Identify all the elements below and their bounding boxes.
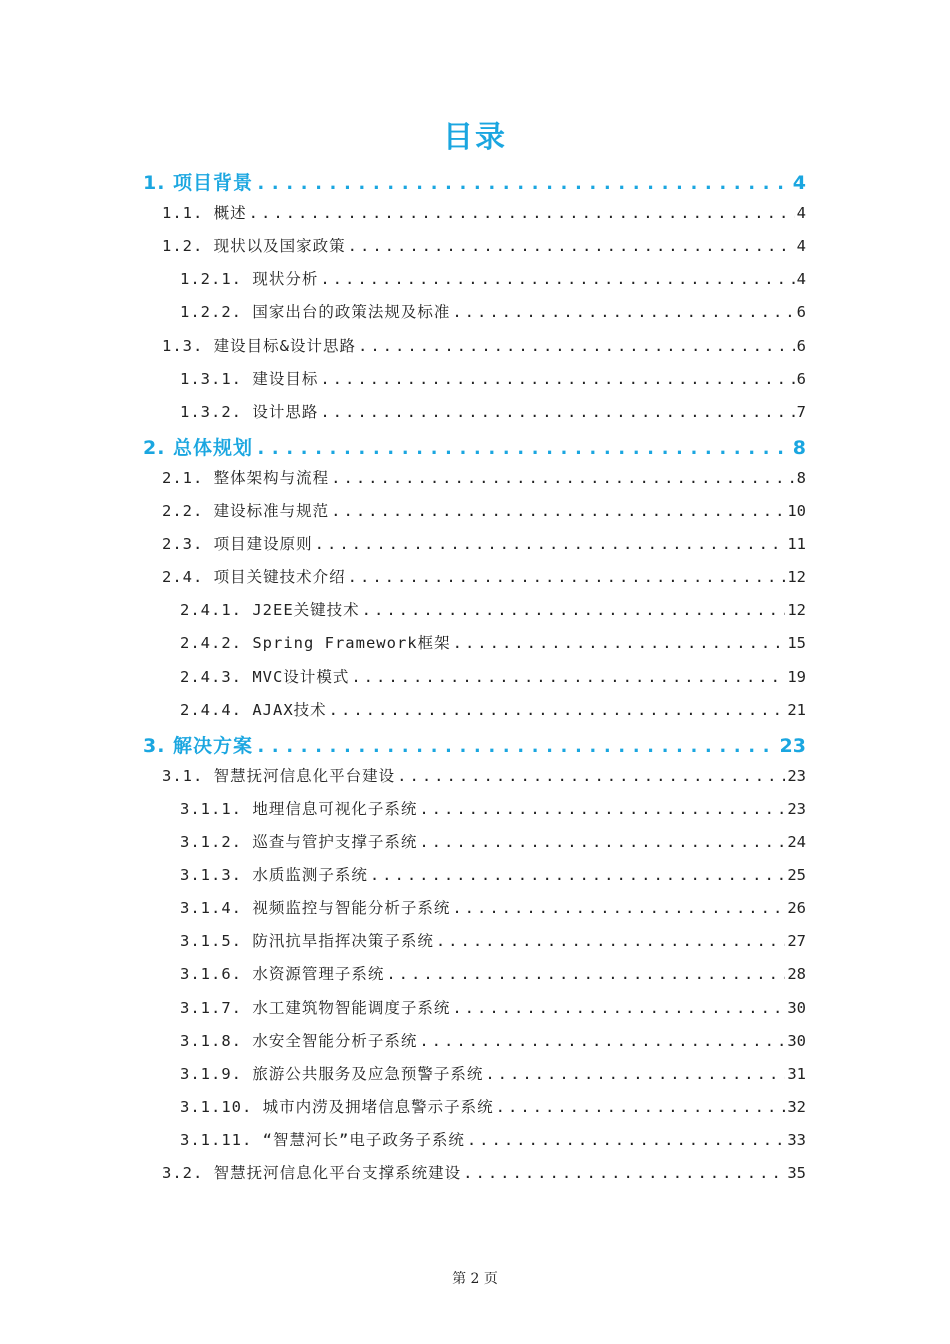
toc-entry-label: 1.2.1. 现状分析 (180, 270, 319, 289)
toc-entry-level-1[interactable] (143, 168, 806, 195)
toc-entry-page-number: 12 (787, 601, 806, 620)
toc-entry-label: 3.1.6. 水资源管理子系统 (180, 965, 385, 984)
toc-entry-level-3[interactable] (180, 863, 806, 885)
toc-entry-label: 1.3.1. 建设目标 (180, 369, 319, 388)
toc-entry-label: 3.1.11. “智慧河长”电子政务子系统 (180, 1130, 465, 1149)
toc-dot-leader (329, 701, 786, 719)
toc-dot-leader (358, 337, 795, 355)
toc-entry-level-3[interactable] (180, 1128, 806, 1150)
toc-dot-leader (386, 965, 785, 983)
page-footer: 第 2 页 (452, 1271, 498, 1287)
toc-entry-page-number: 15 (787, 634, 806, 653)
toc-entry-level-2[interactable] (162, 1161, 806, 1183)
toc-entry-level-2[interactable] (162, 234, 806, 256)
toc-entry-level-3[interactable] (180, 929, 806, 951)
toc-entry-level-2[interactable] (162, 565, 806, 587)
toc-entry-label: 2.4. 项目关键技术介绍 (162, 568, 346, 587)
toc-dot-leader (348, 237, 795, 255)
toc-entry-page-number: 19 (787, 667, 806, 686)
toc-dot-leader (351, 668, 785, 686)
toc-dot-leader (453, 634, 786, 652)
toc-entry-label: 3.1.7. 水工建筑物智能调度子系统 (180, 998, 451, 1017)
toc-entry-label: 3.1.1. 地理信息可视化子系统 (180, 799, 418, 818)
toc-entry-level-3[interactable] (180, 698, 806, 720)
toc-entry-page-number: 8 (792, 436, 806, 459)
toc-entry-level-1[interactable] (143, 433, 806, 460)
toc-entry-label: 2.1. 整体架构与流程 (162, 468, 330, 487)
toc-dot-leader (249, 204, 795, 222)
toc-entry-label: 3. 解决方案 (143, 734, 254, 757)
toc-entry-label: 1.3. 建设目标&设计思路 (162, 336, 356, 355)
toc-entry-page-number: 32 (787, 1097, 806, 1116)
toc-entry-page-number: 4 (796, 237, 806, 256)
toc-entry-page-number: 35 (787, 1164, 806, 1182)
toc-entry-label: 3.1.8. 水安全智能分析子系统 (180, 1031, 418, 1050)
toc-dot-leader (419, 1032, 785, 1050)
toc-dot-leader (436, 932, 786, 950)
toc-entry-label: 3.1.10. 城市内涝及拥堵信息警示子系统 (180, 1097, 494, 1116)
toc-entry-page-number: 28 (787, 965, 806, 984)
toc-entry-page-number: 7 (796, 402, 806, 421)
toc-entry-level-2[interactable] (162, 201, 806, 223)
toc-entry-page-number: 31 (787, 1064, 806, 1083)
toc-entry-label: 2. 总体规划 (143, 436, 254, 459)
toc-entry-label: 2.3. 项目建设原则 (162, 535, 313, 554)
toc-entry-level-3[interactable] (180, 665, 806, 687)
toc-dot-leader (348, 568, 786, 586)
toc-entry-page-number: 8 (796, 468, 806, 487)
toc-entry-label: 3.1. 智慧抚河信息化平台建设 (162, 766, 396, 785)
toc-entry-level-3[interactable] (180, 962, 806, 984)
toc-entry-level-3[interactable] (180, 598, 806, 620)
toc-entry-label: 2.2. 建设标准与规范 (162, 502, 330, 520)
toc-entry-level-3[interactable] (180, 1029, 806, 1051)
toc-dot-leader (496, 1098, 786, 1116)
toc-entry-level-3[interactable] (180, 367, 806, 389)
toc-dot-leader (255, 735, 777, 757)
toc-dot-leader (320, 403, 794, 421)
toc-entry-label: 2.4.3. MVC设计模式 (180, 667, 350, 686)
toc-entry-level-1[interactable] (143, 731, 806, 758)
page-title: 目录 (443, 120, 507, 155)
toc-dot-leader (255, 172, 791, 194)
toc-dot-leader (397, 767, 785, 785)
toc-entry-page-number: 10 (787, 502, 806, 520)
toc-entry-page-number: 27 (787, 932, 806, 951)
toc-entry-level-2[interactable] (162, 532, 806, 554)
toc-entry-page-number: 21 (787, 700, 806, 719)
toc-entry-level-2[interactable] (162, 499, 806, 521)
toc-entry-page-number: 24 (787, 833, 806, 851)
toc-entry-label: 3.1.4. 视频监控与智能分析子系统 (180, 899, 451, 918)
toc-entry-label: 3.1.3. 水质监测子系统 (180, 866, 368, 885)
toc-entry-page-number: 33 (787, 1130, 806, 1149)
toc-entry-level-3[interactable] (180, 267, 806, 289)
toc-dot-leader (331, 502, 785, 520)
toc-entry-level-3[interactable] (180, 996, 806, 1018)
toc-entry-level-3[interactable] (180, 631, 806, 653)
toc-dot-leader (320, 270, 794, 288)
toc-entry-page-number: 6 (796, 369, 806, 388)
toc-dot-leader (320, 370, 794, 388)
toc-entry-page-number: 26 (787, 899, 806, 918)
toc-dot-leader (452, 999, 785, 1017)
toc-dot-leader (452, 899, 785, 917)
toc-entry-page-number: 4 (796, 204, 806, 223)
toc-entry-page-number: 23 (787, 766, 806, 785)
toc-entry-level-3[interactable] (180, 1095, 806, 1117)
toc-entry-label: 2.4.2. Spring Framework框架 (180, 634, 451, 653)
toc-entry-label: 1.3.2. 设计思路 (180, 402, 319, 421)
toc-entry-label: 2.4.4. AJAX技术 (180, 700, 327, 719)
toc-entry-label: 3.1.9. 旅游公共服务及应急预警子系统 (180, 1064, 484, 1083)
toc-entry-level-3[interactable] (180, 400, 806, 422)
toc-entry-level-3[interactable] (180, 797, 806, 819)
toc-dot-leader (315, 535, 786, 553)
toc-entry-page-number: 12 (787, 568, 806, 587)
toc-entry-page-number: 6 (796, 336, 806, 355)
toc-entry-page-number: 11 (787, 535, 806, 554)
toc-entry-level-2[interactable] (162, 764, 806, 786)
toc-dot-leader (331, 469, 794, 487)
toc-dot-leader (419, 800, 785, 818)
toc-entry-label: 1.2.2. 国家出台的政策法规及标准 (180, 303, 451, 322)
toc-entry-level-3[interactable] (180, 896, 806, 918)
toc-dot-leader (255, 437, 791, 459)
toc-entry-level-3[interactable] (180, 830, 806, 852)
toc-entry-level-2[interactable] (162, 334, 806, 356)
toc-entry-page-number: 23 (779, 734, 806, 757)
toc-entry-page-number: 6 (796, 303, 806, 322)
toc-entry-label: 3.1.2. 巡查与管护支撑子系统 (180, 833, 418, 851)
toc-entry-level-3[interactable] (180, 300, 806, 322)
toc-entry-page-number: 4 (796, 270, 806, 289)
toc-dot-leader (467, 1131, 786, 1149)
toc-entry-level-2[interactable] (162, 466, 806, 488)
toc-dot-leader (463, 1164, 785, 1182)
toc-entry-page-number: 30 (787, 1031, 806, 1050)
toc-dot-leader (370, 866, 786, 884)
toc-entry-label: 2.4.1. J2EE关键技术 (180, 601, 360, 620)
toc-dot-leader (452, 303, 794, 321)
toc-entry-label: 1. 项目背景 (143, 172, 254, 194)
toc-dot-leader (485, 1065, 785, 1083)
toc-entry-label: 3.1.5. 防汛抗旱指挥决策子系统 (180, 932, 434, 951)
toc-entry-page-number: 25 (787, 866, 806, 885)
toc-dot-leader (362, 601, 786, 619)
toc-entry-level-3[interactable] (180, 1062, 806, 1084)
toc-entry-label: 3.2. 智慧抚河信息化平台支撑系统建设 (162, 1164, 462, 1182)
toc-dot-leader (419, 833, 785, 851)
toc-entry-page-number: 4 (792, 172, 806, 194)
toc-entry-page-number: 30 (787, 998, 806, 1017)
toc-entry-label: 1.2. 现状以及国家政策 (162, 237, 346, 256)
toc-entry-page-number: 23 (787, 799, 806, 818)
toc-entry-label: 1.1. 概述 (162, 204, 247, 223)
